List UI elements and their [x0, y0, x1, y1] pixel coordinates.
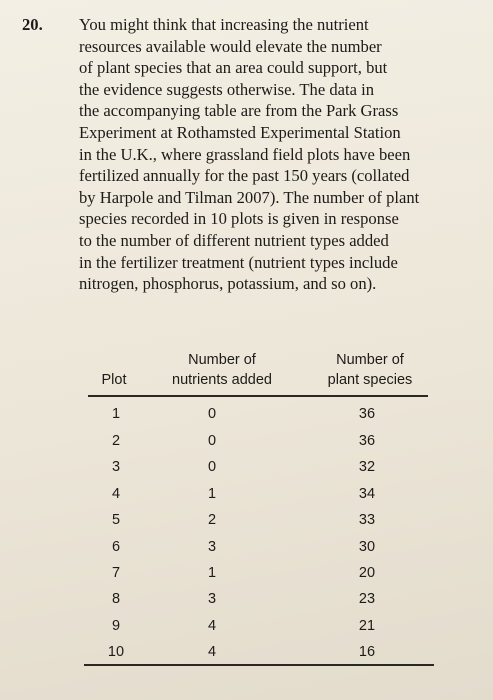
table-row: [88, 589, 428, 609]
cell-nutrients: 2: [207, 512, 217, 528]
problem-line: the accompanying table are from the Park Grass: [79, 101, 399, 121]
table-row: [88, 431, 428, 451]
cell-species: 34: [358, 486, 376, 502]
header-rule: [88, 395, 428, 397]
cell-nutrients: 3: [207, 591, 217, 607]
problem-line: Experiment at Rothamsted Experimental Station: [79, 122, 401, 142]
cell-species: 21: [358, 618, 376, 634]
cell-nutrients: 3: [207, 539, 217, 555]
cell-plot: 7: [111, 565, 121, 581]
problem-line: species recorded in 10 plots is given in response: [79, 209, 399, 229]
problem-line: of plant species that an area could support, but: [79, 58, 388, 78]
cell-nutrients: 4: [207, 644, 217, 660]
cell-plot: 6: [111, 539, 121, 555]
problem-line: to the number of different nutrient types added: [79, 230, 389, 250]
table-row: [88, 457, 428, 477]
header-plot: Plot: [101, 372, 127, 388]
footer-rule: [84, 664, 434, 666]
header-nutrients-line1: Number of: [188, 352, 256, 368]
cell-species: 16: [358, 644, 376, 660]
cell-plot: 2: [111, 433, 121, 449]
cell-plot: 3: [111, 459, 121, 475]
problem-block: [22, 14, 467, 295]
header-nutrients-line2: nutrients added: [172, 372, 272, 388]
cell-nutrients: 1: [207, 565, 217, 581]
cell-species: 36: [358, 433, 376, 449]
table-row: [88, 642, 428, 662]
cell-nutrients: 0: [207, 433, 217, 449]
problem-line: fertilized annually for the past 150 years (collated: [79, 166, 410, 186]
data-table: [88, 340, 428, 670]
table-row: [88, 537, 428, 557]
cell-plot: 8: [111, 591, 121, 607]
cell-plot: 10: [107, 644, 125, 660]
problem-text: [79, 14, 474, 295]
cell-nutrients: 0: [207, 406, 217, 422]
problem-number: 20.: [22, 15, 43, 34]
problem-line: resources available would elevate the number: [79, 36, 382, 56]
cell-nutrients: 4: [207, 618, 217, 634]
cell-nutrients: 0: [207, 459, 217, 475]
header-species-line2: plant species: [327, 372, 413, 388]
table-row: [88, 616, 428, 636]
cell-plot: 1: [111, 406, 121, 422]
header-nutrients: [152, 350, 292, 390]
cell-species: 20: [358, 565, 376, 581]
cell-nutrients: 1: [207, 486, 217, 502]
cell-species: 32: [358, 459, 376, 475]
cell-plot: 4: [111, 486, 121, 502]
problem-line: nitrogen, phosphorus, potassium, and so on).: [79, 274, 377, 294]
header-species: [310, 350, 430, 390]
cell-species: 30: [358, 539, 376, 555]
problem-line: the evidence suggests otherwise. The data in: [79, 79, 375, 99]
cell-species: 36: [358, 406, 376, 422]
table-row: [88, 484, 428, 504]
problem-line: in the fertilizer treatment (nutrient types include: [79, 252, 398, 272]
cell-species: 33: [358, 512, 376, 528]
cell-plot: 5: [111, 512, 121, 528]
table-row: [88, 510, 428, 530]
table-row: [88, 404, 428, 424]
header-species-line1: Number of: [336, 352, 404, 368]
cell-species: 23: [358, 591, 376, 607]
cell-plot: 9: [111, 618, 121, 634]
problem-line: by Harpole and Tilman 2007). The number of plant: [79, 187, 420, 207]
problem-line: You might think that increasing the nutrient: [79, 15, 369, 34]
problem-line: in the U.K., where grassland field plots have been: [79, 144, 411, 164]
table-row: [88, 563, 428, 583]
